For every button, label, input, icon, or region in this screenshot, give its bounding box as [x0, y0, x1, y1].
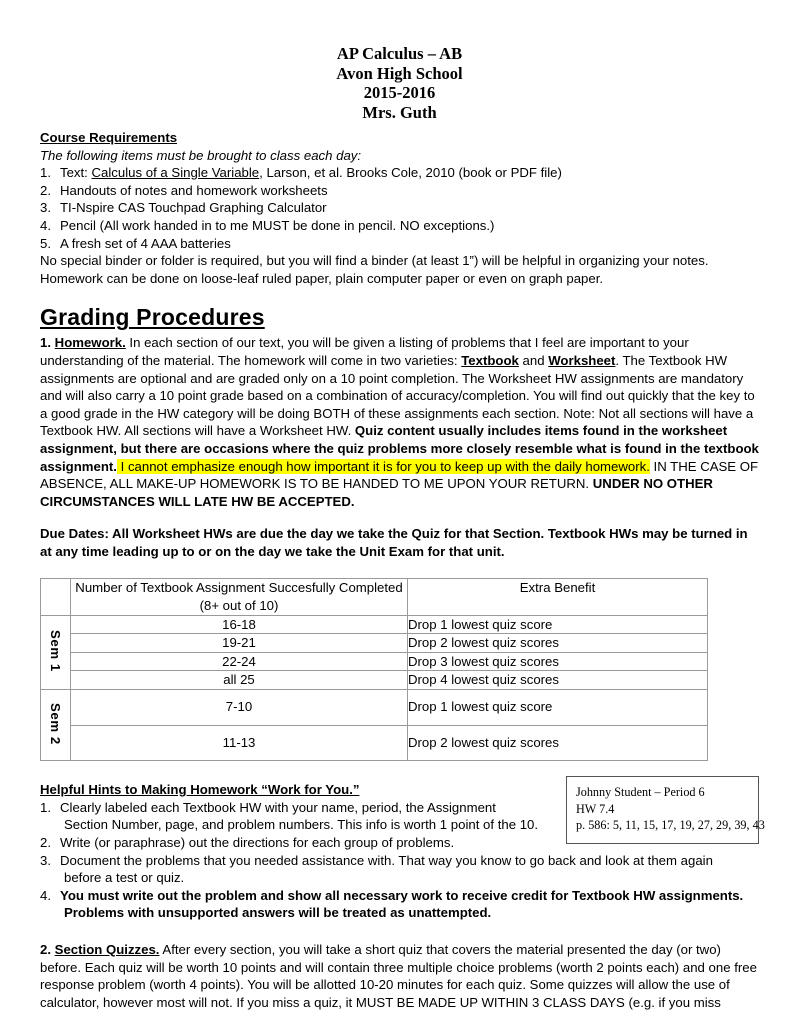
- list-item-text: A fresh set of 4 AAA batteries: [60, 235, 231, 251]
- list-item-text: You must write out the problem and show all necessary work to receive credit for Textbook HW assignments.: [60, 887, 744, 903]
- table-cell-benefit: Drop 2 lowest quiz scores: [408, 634, 708, 653]
- list-item: [40, 235, 759, 253]
- homework-text-1: In each section of our text, you will be given a listing of problems that I feel are important to your understanding of the material. The homework will come in two varieties:: [40, 335, 689, 368]
- quizzes-text: After every section, you will take a short quiz that covers the material presented the day (or two) before. Each quiz will be worth 10 points and will contain three multiple choice problems (worth 2 points each) and one free response problem (worth 4 points). You will be allotted 10-20 minutes for each quiz. Some quizzes will allow the use of calculator, however most will not. If you miss a quiz, it MUST BE MADE UP WITHIN 3 CLASS DAYS (e.g. if you miss: [40, 941, 757, 1010]
- list-item-number: 1.: [40, 799, 51, 815]
- list-item-number: 1.: [40, 165, 51, 181]
- table-row: [41, 671, 708, 690]
- grading-procedures-heading: Grading Procedures: [40, 304, 265, 331]
- homework-label: Homework.: [54, 335, 126, 351]
- title-line-teacher: Mrs. Guth: [362, 102, 437, 122]
- list-item-number: 2.: [40, 182, 51, 198]
- course-requirements-list: [40, 164, 759, 252]
- list-item-text: TI-Nspire CAS Touchpad Graphing Calculator: [60, 200, 327, 216]
- semester-label-cell-2: [41, 690, 71, 761]
- list-item-number: 4.: [40, 887, 51, 903]
- list-item-continuation: [40, 869, 759, 887]
- semester-label: Sem 1: [48, 629, 64, 672]
- table-cell-benefit: Drop 1 lowest quiz score: [408, 690, 708, 726]
- table-corner-cell: [41, 579, 71, 615]
- table-header-row: [41, 579, 708, 615]
- table-cell-number: 22-24: [71, 652, 408, 671]
- req-suffix: , Larson, et al. Brooks Cole, 2010 (book or PDF file): [259, 165, 562, 181]
- list-item-number: 3.: [40, 200, 51, 216]
- table-cell-number: 11-13: [71, 725, 408, 761]
- title-line-school: Avon High School: [336, 63, 463, 83]
- list-item-text: Pencil (All work handed in to me MUST be done in pencil. NO exceptions.): [60, 217, 495, 233]
- table-cell-number: 7-10: [71, 690, 408, 726]
- homework-number: 1.: [40, 335, 51, 351]
- list-item-text: Handouts of notes and homework worksheets: [60, 182, 328, 198]
- table-row: [41, 634, 708, 653]
- list-item-text: Write (or paraphrase) out the directions for each group of problems.: [60, 835, 455, 850]
- example-line-hw: HW 7.4: [576, 801, 615, 816]
- quizzes-label: Section Quizzes.: [54, 941, 160, 957]
- document-title: [40, 44, 759, 122]
- list-item-continuation: [40, 904, 759, 922]
- helpful-hints-heading: Helpful Hints to Making Homework “Work for You.”: [40, 782, 360, 798]
- list-item-number: 4.: [40, 217, 51, 233]
- example-line-name: Johnny Student – Period 6: [576, 785, 705, 800]
- list-item: [40, 164, 759, 182]
- quiz-content-bold: Quiz content usually includes items found in the worksheet assignment, but there are occasions where the quiz problems more closely resemble what is found in the textbook assignment.: [40, 423, 759, 474]
- grading-table-wrapper: [40, 578, 759, 761]
- table-cell-number: 19-21: [71, 634, 408, 653]
- textbook-term: Textbook: [461, 352, 519, 368]
- list-item-number: 5.: [40, 235, 51, 251]
- table-cell-benefit: Drop 3 lowest quiz scores: [408, 652, 708, 671]
- list-item: [40, 182, 759, 200]
- table-row: [41, 690, 708, 726]
- example-line-problems: p. 586: 5, 11, 15, 17, 19, 27, 29, 39, 43: [576, 818, 765, 833]
- example-assignment-box: [566, 776, 765, 844]
- course-requirements-intro: The following items must be brought to class each day:: [40, 147, 362, 163]
- homework-text-3: . The Textbook HW assignments are optional and are graded only on a 10 point completion. The Worksheet HW assignments are mandatory and will also carry a 10 point grade based on a combination of accuracy/completion. You will find out quickly that the key to a good grade in the HW category will be doing BOTH of these assignments each section. Note: Not all sections will have a Textbook HW. All sections will have a Worksheet HW.: [40, 352, 755, 439]
- list-item-text: Section Number, page, and problem numbers. This info is worth 1 point of the 10.: [64, 817, 539, 833]
- title-line-course: AP Calculus – AB: [336, 44, 463, 63]
- table-cell-benefit: Drop 1 lowest quiz score: [408, 615, 708, 634]
- req-prefix: Text:: [60, 165, 92, 181]
- extra-benefit-table: [40, 578, 708, 761]
- list-item-text: Document the problems that you needed assistance with. That way you know to go back and look at them again: [60, 852, 713, 868]
- list-item: [40, 199, 759, 217]
- list-item-number: 2.: [40, 835, 51, 850]
- list-item-text: [60, 164, 759, 182]
- list-item-text: Clearly labeled each Textbook HW with your name, period, the Assignment: [60, 799, 496, 815]
- table-row: [41, 725, 708, 761]
- homework-text-2: and: [518, 352, 549, 368]
- list-item: [40, 852, 759, 870]
- semester-label-cell-1: [41, 615, 71, 689]
- table-row: [41, 652, 708, 671]
- homework-paragraph: [40, 334, 759, 510]
- semester-label: Sem 2: [48, 702, 64, 745]
- late-hw-bold: UNDER NO OTHER CIRCUMSTANCES WILL LATE HW BE ACCEPTED.: [40, 476, 713, 509]
- due-dates-paragraph: Due Dates: All Worksheet HWs are due the day we take the Quiz for that Section. Textbook HWs may be turned in at any time leading up to or on the day we take the Unit Exam for that unit.: [40, 526, 748, 559]
- table-cell-number: all 25: [71, 671, 408, 690]
- table-header-benefit: Extra Benefit: [408, 579, 708, 615]
- course-requirements-closing-2: Homework can be done on loose-leaf ruled paper, plain computer paper or even on graph paper.: [40, 270, 604, 286]
- quizzes-number: 2.: [40, 941, 51, 957]
- table-cell-number: 16-18: [71, 615, 408, 634]
- book-title: Calculus of a Single Variable: [91, 165, 260, 181]
- worksheet-term: Worksheet: [548, 352, 616, 368]
- list-item-text: before a test or quiz.: [64, 870, 185, 886]
- course-requirements-heading: Course Requirements: [40, 130, 178, 145]
- list-item-number: 3.: [40, 852, 51, 868]
- section-quizzes-paragraph: [40, 941, 759, 1011]
- list-item-text: Problems with unsupported answers will be treated as unattempted.: [64, 905, 492, 921]
- homework-text-4: IN THE CASE OF ABSENCE, ALL MAKE-UP HOMEWORK IS TO BE HANDED TO ME UPON YOUR RETURN.: [40, 458, 759, 492]
- helpful-hints-section: [40, 781, 765, 922]
- table-header-number: Number of Textbook Assignment Succesfully Completed (8+ out of 10): [71, 579, 408, 615]
- table-cell-benefit: Drop 4 lowest quiz scores: [408, 671, 708, 690]
- highlighted-emphasis: I cannot emphasize enough how important it is for you to keep up with the daily homework.: [116, 458, 650, 474]
- title-line-year: 2015-2016: [363, 83, 436, 102]
- list-item: [40, 887, 759, 905]
- table-row: [41, 615, 708, 634]
- course-requirements-closing-1: No special binder or folder is required, but you will find a binder (at least 1”) will be helpful in organizing your notes.: [40, 253, 709, 269]
- table-cell-benefit: Drop 2 lowest quiz scores: [408, 725, 708, 761]
- list-item: [40, 217, 759, 235]
